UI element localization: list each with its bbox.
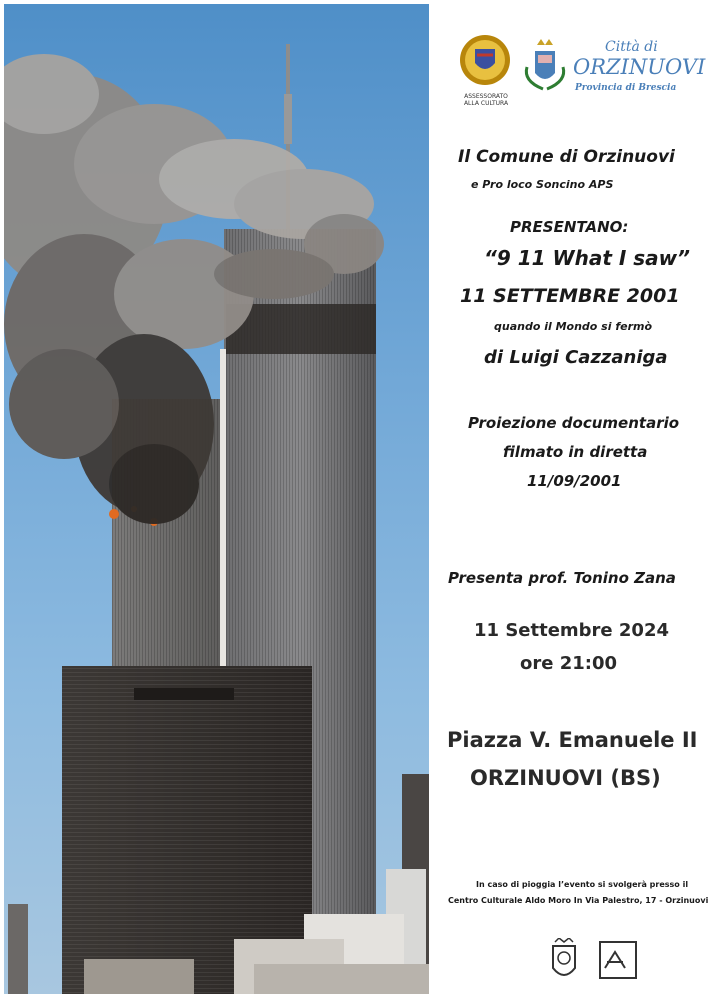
bottom-logos (545, 938, 645, 988)
event-time: ore 21:00 (520, 653, 618, 674)
film-title: “9 11 What I saw” (484, 246, 691, 270)
venue-city: ORZINUOVI (BS) (470, 766, 661, 790)
author: di Luigi Cazzaniga (484, 347, 668, 368)
provincia-label: Provincia di Brescia (575, 83, 677, 93)
event-date: 11 Settembre 2024 (474, 620, 669, 641)
photo-illustration (4, 4, 429, 994)
rain-note-line-2: Centro Culturale Aldo Moro In Via Palestro, 17 - Orzinuovi (448, 896, 709, 905)
citta-di-label: Città di (605, 39, 658, 55)
orzinuovi-logo-text: ORZINUOVI (573, 55, 706, 79)
projection-line-1: Proiezione documentario (468, 414, 680, 432)
assessorato-caption: ASSESSORATO ALLA CULTURA (463, 93, 509, 107)
library-logo-icon (600, 942, 636, 978)
municipal-crest-icon (553, 938, 575, 975)
logos-row (455, 33, 706, 113)
subtitle: quando il Mondo si fermò (494, 320, 653, 333)
rain-note-line-1: In caso di pioggia l’evento si svolgerà presso il (476, 880, 689, 889)
date-2001-title: 11 SETTEMBRE 2001 (460, 285, 680, 307)
orzinuovi-coat-of-arms-icon (526, 39, 563, 89)
organizer-comune: Il Comune di Orzinuovi (458, 147, 675, 167)
venue-place: Piazza V. Emanuele II (447, 728, 698, 752)
organizer-pro-loco: e Pro loco Soncino APS (471, 178, 614, 191)
twin-towers-photo (4, 4, 429, 994)
presentano-label: PRESENTANO: (510, 218, 629, 236)
projection-line-2: filmato in diretta (503, 443, 648, 461)
projection-date: 11/09/2001 (527, 472, 622, 490)
presenter: Presenta prof. Tonino Zana (448, 569, 676, 587)
assessorato-seal-icon (460, 35, 510, 85)
